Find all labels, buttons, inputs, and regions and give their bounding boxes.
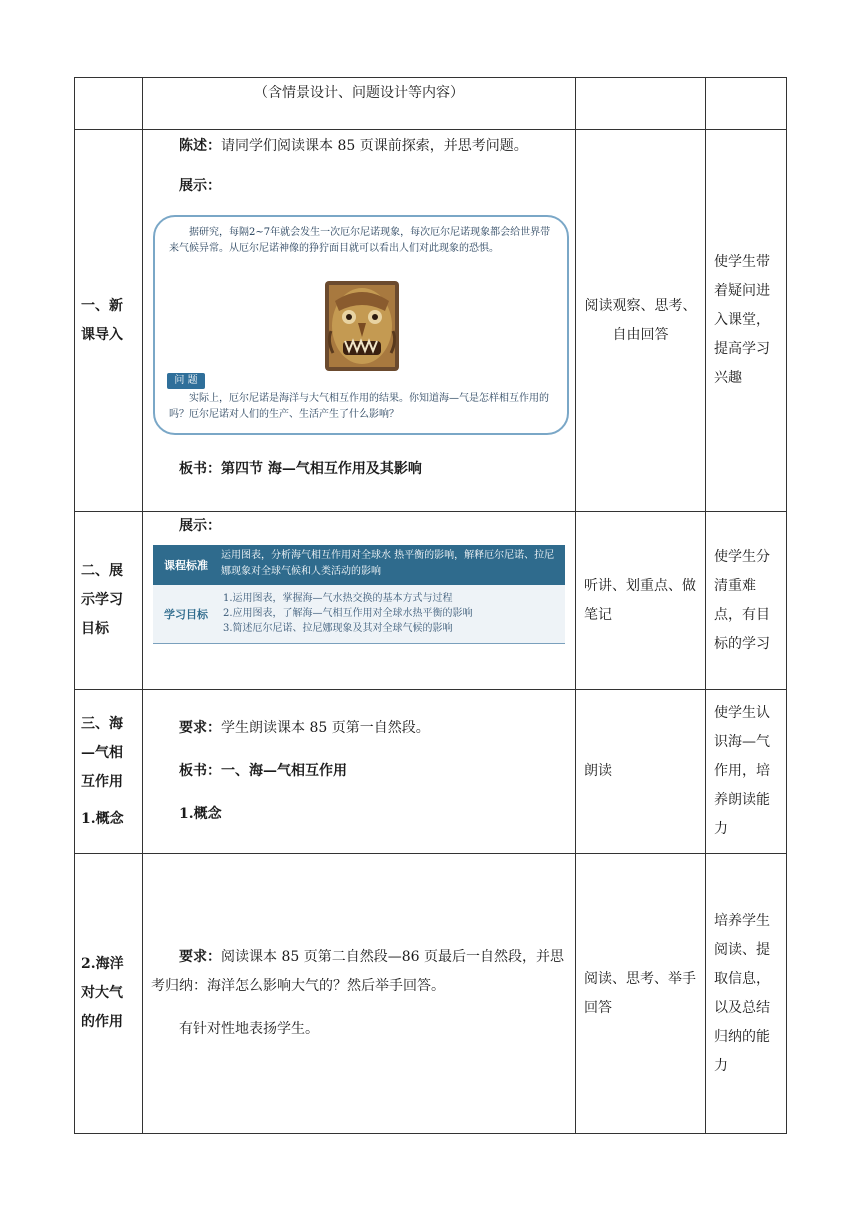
paragraph [151, 943, 567, 1001]
activity-text: 阅读、思考、举手回答 [584, 970, 696, 1016]
slide-question-text: 实际上，厄尔尼诺是海洋与大气相互作用的结果。你知道海—气是怎样相互作用的吗？厄尔尼诺对人们的生产、生活产生了什么影响？ [169, 393, 549, 420]
stage-sub-label: 1.概念 [81, 810, 124, 827]
para-label: 要求： [179, 720, 221, 736]
activity-text: 听讲、划重点、做笔记 [584, 577, 696, 623]
activity-cell [576, 854, 706, 1134]
content-cell [143, 690, 576, 854]
lesson-plan-table [74, 77, 787, 1134]
activity-cell [576, 512, 706, 690]
slide-intro-text: 据研究，每隔2~7年就会发生一次厄尔尼诺现象，每次厄尔尼诺现象都会给世界带来气候异常。从厄尔尼诺神像的狰狞面目就可以看出人们对此现象的恐惧。 [169, 227, 551, 254]
goal-cell [706, 854, 787, 1134]
stage-label: 2.海洋对大气的作用 [81, 956, 124, 1030]
para-text: 学生朗读课本 85 页第一自然段。 [221, 720, 430, 736]
curriculum-standard-row [153, 545, 565, 585]
table-row [75, 854, 787, 1134]
el-nino-slide [153, 215, 569, 435]
goal-cell [706, 512, 787, 690]
table-row [75, 512, 787, 690]
paragraph [151, 757, 567, 786]
header-row [75, 78, 787, 130]
objectives-slide [153, 545, 565, 644]
blackboard-subheading: 1.概念 [179, 806, 222, 822]
goal-text: 使学生带着疑问进入课堂，提高学习兴趣 [714, 254, 770, 386]
paragraph [151, 800, 567, 829]
para-label: 展示： [179, 518, 221, 534]
header-cell-empty-4 [706, 78, 787, 130]
question-tag: 问 题 [167, 373, 205, 389]
stage-label: 一、新课导入 [81, 297, 123, 343]
header-cell-empty-3 [576, 78, 706, 130]
paragraph [151, 132, 567, 161]
blackboard-heading: 一、海—气相互作用 [221, 763, 347, 779]
para-label: 板书： [179, 763, 221, 779]
para-label: 展示： [179, 178, 221, 194]
activity-text: 阅读观察、思考、自由回答 [584, 297, 697, 343]
goal-text: 使学生分清重难点，有目标的学习 [714, 548, 770, 652]
curriculum-standard-text: 运用图表，分析海气相互作用对全球水 热平衡的影响，解释厄尔尼诺、拉尼娜现象对全球气候和人类活动的影响 [221, 550, 555, 577]
paragraph [151, 1015, 567, 1044]
stage-cell [75, 690, 143, 854]
stage-label: 三、海—气相互作用 [81, 715, 123, 790]
para-label: 要求： [179, 949, 221, 965]
activity-text: 朗读 [584, 763, 612, 779]
curriculum-standard-label: 课程标准 [164, 558, 208, 572]
goal-cell [706, 130, 787, 512]
learning-objectives-label: 学习目标 [164, 607, 208, 621]
goal-text: 培养学生阅读、提取信息，以及总结归纳的能力 [714, 912, 770, 1074]
list-item: 3.简述厄尔尼诺、拉尼娜现象及其对全球气候的影响 [223, 623, 453, 634]
header-cell-empty-1 [75, 78, 143, 130]
blackboard-title: 第四节 海—气相互作用及其影响 [221, 461, 422, 477]
stage-cell [75, 854, 143, 1134]
paragraph [151, 714, 567, 743]
stage-cell [75, 130, 143, 512]
para-label: 板书： [179, 461, 221, 477]
design-note: （含情景设计、问题设计等内容） [143, 78, 576, 130]
el-nino-mask-image [325, 281, 399, 371]
list-item: 1.运用图表，掌握海—气水热交换的基本方式与过程 [223, 593, 453, 604]
goal-text: 使学生认识海—气作用，培养朗读能力 [714, 705, 770, 837]
goal-cell [706, 690, 787, 854]
para-label: 陈述： [179, 138, 221, 154]
content-cell [143, 512, 576, 690]
paragraph [151, 455, 567, 484]
content-cell [143, 130, 576, 512]
activity-cell [576, 130, 706, 512]
content-cell [143, 854, 576, 1134]
table-row [75, 130, 787, 512]
para-text: 请同学们阅读课本 85 页课前探索，并思考问题。 [221, 138, 528, 154]
stage-label: 二、展示学习目标 [81, 563, 123, 637]
activity-cell [576, 690, 706, 854]
para-text: 有针对性地表扬学生。 [179, 1021, 319, 1037]
learning-objectives-list [219, 585, 565, 643]
list-item: 2.应用图表，了解海—气相互作用对全球水热平衡的影响 [223, 608, 473, 619]
para-text: 阅读课本 85 页第二自然段—86 页最后一自然段，并思考归纳：海洋怎么影响大气的？然后举手回答。 [151, 949, 564, 994]
learning-objectives-row [153, 585, 565, 644]
paragraph [151, 172, 567, 201]
table-row [75, 690, 787, 854]
paragraph [151, 512, 567, 541]
stage-cell [75, 512, 143, 690]
